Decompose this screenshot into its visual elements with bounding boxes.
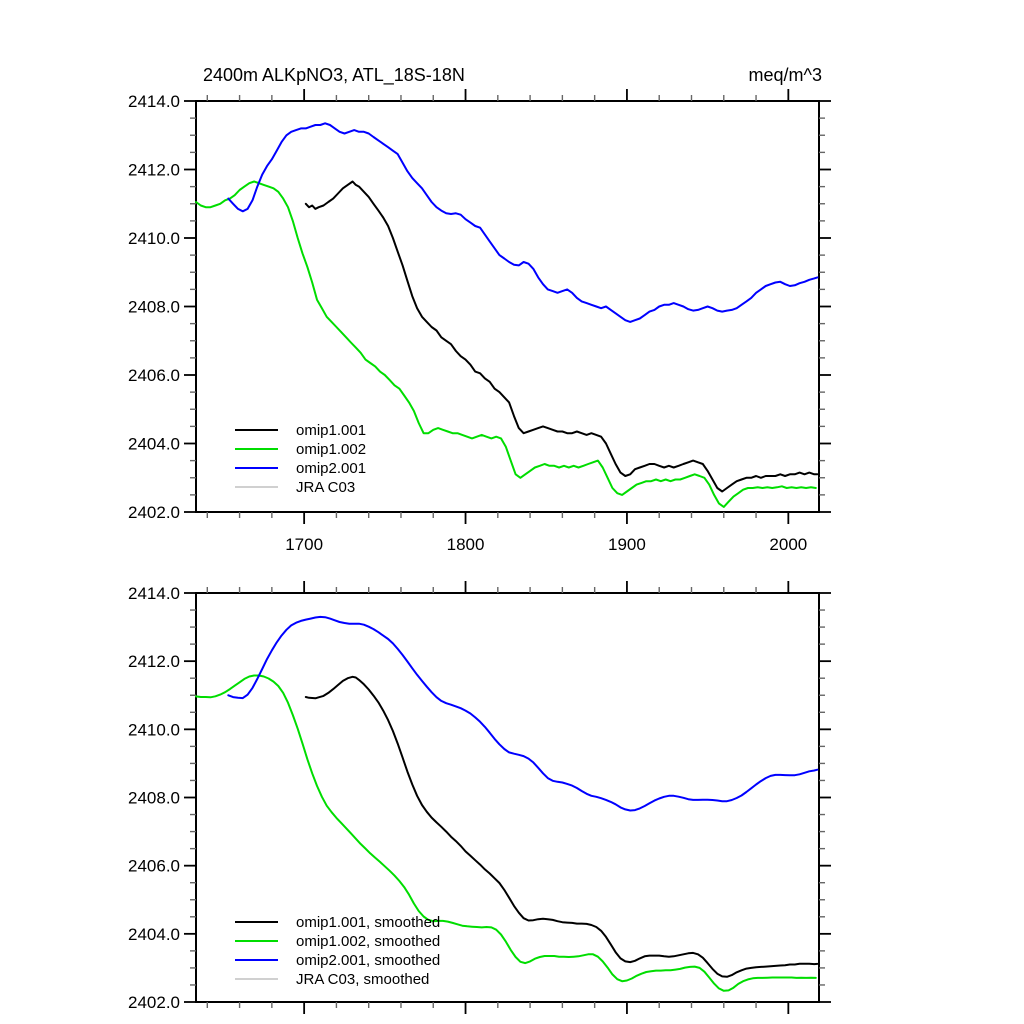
x-tick-label: 1900 bbox=[608, 535, 646, 554]
series-line-omip1-002 bbox=[196, 676, 816, 991]
series-line-omip1-001 bbox=[306, 182, 818, 492]
y-tick-label: 2410.0 bbox=[128, 720, 180, 740]
y-tick-label: 2412.0 bbox=[128, 652, 180, 672]
x-tick-label: 2000 bbox=[769, 535, 808, 554]
y-tick-label: 2410.0 bbox=[128, 229, 180, 248]
y-tick-label: 2404.0 bbox=[128, 434, 180, 454]
chart-title: 2400m ALKpNO3, ATL_18S-18N bbox=[203, 65, 465, 85]
y-tick-label: 2412.0 bbox=[128, 160, 180, 180]
y-tick-label: 2414.0 bbox=[128, 92, 180, 111]
y-tick-label: 2406.0 bbox=[128, 856, 180, 876]
x-tick-label: 1800 bbox=[446, 535, 485, 554]
y-tick-label: 2402.0 bbox=[128, 503, 180, 522]
y-tick-label: 2406.0 bbox=[128, 366, 180, 385]
legend-label: omip2.001 bbox=[296, 460, 367, 477]
bottom-panel bbox=[128, 581, 831, 1014]
y-tick-label: 2404.0 bbox=[128, 924, 180, 944]
legend-label: omip2.001, smoothed bbox=[296, 952, 441, 969]
y-tick-label: 2408.0 bbox=[128, 788, 180, 808]
series-line-omip2-001 bbox=[228, 617, 817, 811]
legend-label: omip1.002, smoothed bbox=[296, 933, 441, 950]
legend-label: JRA C03 bbox=[296, 479, 356, 496]
legend-label: JRA C03, smoothed bbox=[296, 971, 430, 988]
top-panel bbox=[128, 89, 831, 554]
legend-label: omip1.001 bbox=[296, 422, 367, 439]
y-tick-label: 2402.0 bbox=[128, 993, 180, 1012]
legend-label: omip1.001, smoothed bbox=[296, 914, 441, 931]
series-line-omip1-001 bbox=[306, 677, 818, 977]
series-line-omip1-002 bbox=[196, 182, 816, 507]
x-tick-label: 1700 bbox=[285, 535, 324, 554]
y-tick-label: 2408.0 bbox=[128, 297, 180, 317]
series-line-omip2-001 bbox=[228, 123, 817, 322]
y-tick-label: 2414.0 bbox=[128, 584, 180, 603]
legend-label: omip1.002 bbox=[296, 441, 367, 458]
plot-frame bbox=[196, 593, 819, 1002]
unit-label: meq/m^3 bbox=[748, 65, 822, 85]
